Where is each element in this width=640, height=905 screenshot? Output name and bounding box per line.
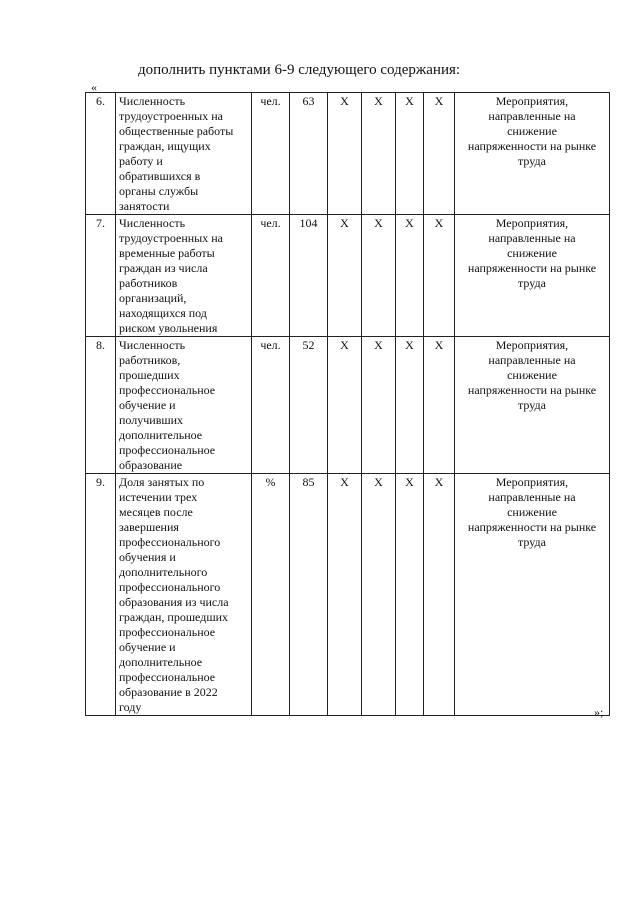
row-number: 9. [86,474,116,716]
mark-cell: Х [424,215,455,337]
indicator-name-line: Численность [119,94,186,108]
indicator-name-line: обучение и [119,398,176,412]
indicators-table [85,92,610,716]
indicator-name-line: получивших [119,413,184,427]
indicator-name-line: риском увольнения [119,321,218,335]
indicator-name [116,474,252,716]
indicator-name-line: общественные работы [119,124,234,138]
measure-line: направленные на [488,353,576,367]
indicator-name [116,337,252,474]
mark-cell: Х [328,93,362,215]
indicator-name-line: профессионального [119,580,221,594]
measure-cell [455,93,610,215]
unit-cell: чел. [252,215,290,337]
close-quote: »; [594,705,604,719]
indicator-name-line: профессиональное [119,625,216,639]
indicator-name-line: месяцев после [119,505,193,519]
mark-cell: Х [362,215,396,337]
indicator-name-line: Доля занятых по [119,475,205,489]
indicator-name-line: образование в 2022 [119,685,218,699]
measure-line: труда [518,535,546,549]
measure-line: труда [518,398,546,412]
row-number: 7. [86,215,116,337]
indicator-name-line: граждан, прошедших [119,610,228,624]
mark-cell: Х [424,93,455,215]
unit-cell: чел. [252,337,290,474]
mark-cell: Х [362,337,396,474]
indicator-name-line: профессионального [119,535,221,549]
indicator-name-line: занятости [119,199,170,213]
intro-text: дополнить пунктами 6-9 следующего содержания: [138,62,461,78]
measure-line: направленные на [488,490,576,504]
mark-cell: Х [424,337,455,474]
mark-cell: Х [362,474,396,716]
mark-cell: Х [362,93,396,215]
measure-line: Мероприятия, [495,338,569,352]
mark-cell: Х [328,215,362,337]
measure-line: напряженности на рынке [467,383,597,397]
measure-line: снижение [507,246,557,260]
indicator-name-line: профессиональное [119,383,216,397]
mark-cell: Х [328,337,362,474]
mark-cell: Х [328,474,362,716]
measure-line: труда [518,154,546,168]
mark-cell: Х [424,474,455,716]
indicator-name-line: завершения [119,520,179,534]
mark-cell: Х [396,337,424,474]
value-cell: 52 [290,337,328,474]
indicator-name-line: временные работы [119,246,215,260]
indicator-name-line: образования из числа [119,595,229,609]
measure-line: напряженности на рынке [467,261,597,275]
indicator-name [116,215,252,337]
indicator-name-line: профессиональное [119,670,216,684]
indicator-name-line: дополнительного [119,565,208,579]
measure-line: направленные на [488,231,576,245]
table-row [86,474,610,716]
indicator-name-line: прошедших [119,368,180,382]
measure-cell [455,337,610,474]
indicator-name-line: организаций, [119,291,187,305]
indicator-name [116,93,252,215]
indicator-name-line: находящихся под [119,306,207,320]
indicator-name-line: истечении трех [119,490,198,504]
value-cell: 104 [290,215,328,337]
indicator-name-line: трудоустроенных на [119,109,223,123]
measure-line: труда [518,276,546,290]
measure-line: снижение [507,368,557,382]
indicator-name-line: обратившихся в [119,169,201,183]
row-number: 8. [86,337,116,474]
value-cell: 63 [290,93,328,215]
indicator-name-line: обучение и [119,640,176,654]
indicator-name-line: работников, [119,353,181,367]
mark-cell: Х [396,93,424,215]
mark-cell: Х [396,215,424,337]
table-row [86,215,610,337]
unit-cell: % [252,474,290,716]
mark-cell: Х [396,474,424,716]
measure-line: напряженности на рынке [467,139,597,153]
measure-line: направленные на [488,109,576,123]
indicator-name-line: органы службы [119,184,199,198]
indicator-name-line: дополнительное [119,428,203,442]
value-cell: 85 [290,474,328,716]
table-row [86,93,610,215]
row-number: 6. [86,93,116,215]
indicator-name-line: профессиональное [119,443,216,457]
measure-cell [455,474,610,716]
indicator-name-line: образование [119,458,183,472]
measure-line: напряженности на рынке [467,520,597,534]
measure-line: снижение [507,505,557,519]
measure-line: Мероприятия, [495,94,569,108]
indicator-name-line: дополнительное [119,655,203,669]
open-quote: « [91,80,97,94]
indicator-name-line: обучения и [119,550,176,564]
unit-cell: чел. [252,93,290,215]
measure-cell [455,215,610,337]
indicator-name-line: Численность [119,216,186,230]
indicator-name-line: году [119,700,142,714]
table-row [86,337,610,474]
measure-line: Мероприятия, [495,475,569,489]
indicator-name-line: трудоустроенных на [119,231,223,245]
indicator-name-line: граждан, ищущих [119,139,211,153]
indicator-name-line: граждан из числа [119,261,208,275]
indicator-name-line: работников [119,276,178,290]
measure-line: снижение [507,124,557,138]
indicator-name-line: Численность [119,338,186,352]
measure-line: Мероприятия, [495,216,569,230]
indicator-name-line: работу и [119,154,163,168]
